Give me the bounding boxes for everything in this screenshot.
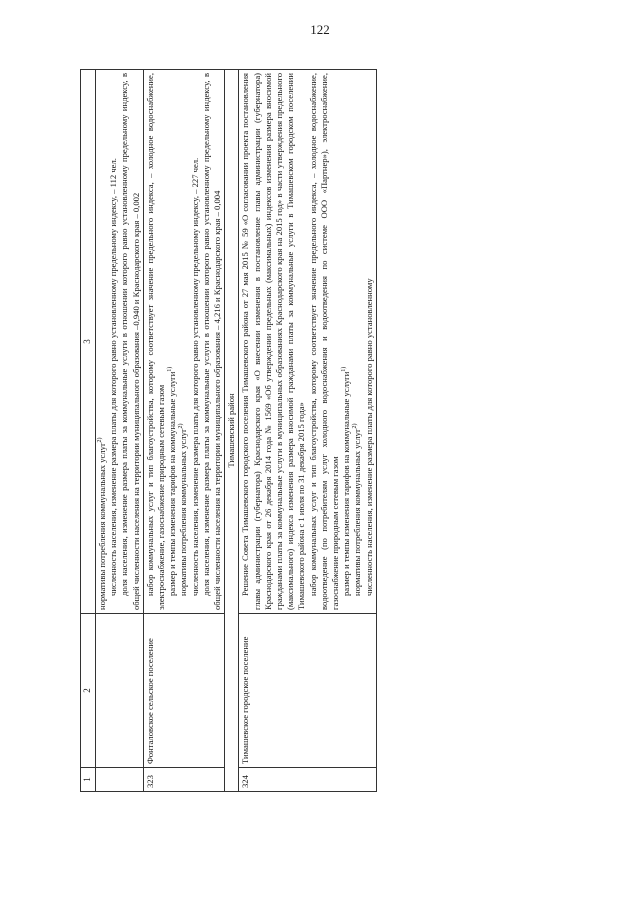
table-row-323 [143, 70, 224, 792]
table-row-continuation [96, 70, 144, 792]
continuation-text: нормативы потребления коммунальных услуг$^{2)}$ численность населения, изменение размера платы для которого равно установленному предельному индексу, – 112 чел. доля населения, изменение размера платы за коммунальные услуги в отношении которого равно установленному предельному индексу, в общей численности населения на территории муниципального образования –0,940 и Краснодарского края – 0,002 [96, 70, 144, 614]
row-text: Решение Совета Тимашевского городского поселения Тимашевского района от 27 мая 2015 № 59 «О согласовании проекта постановления главы администрации (губернатора) Краснодарского края «О внесении изменения в постановление главы администрации (губернатора) Краснодарского края от 26 декабря 2014 года № 1569 «Об утверждении предельных (максимальных) индексов изменения размера вносимой гражданами платы за коммунальные услуги в муниципальных образованиях Краснодарского края на 2015 год» в части утверждения предельного (максимального) индекса изменения размера вносимой гражданами платы за коммунальные услуги в Тимашевском городском поселении Тимашевского района с 1 июля по 31 декабря 2015 года» набор коммунальных услуг и тип благоустройства, которому соответствует значение предельного индекса, – холодное водоснабжение, водоотведение (по потребителям услуг холодного водоснабжения и водоотведения по системе ООО «Партнер»), электроснабжение, газоснабжение природным сетевым газом размер и темпы изменения тарифов на коммунальные услуги$^{1)}$ нормативы потребления коммунальных услуг$^{2)}$ численность населения, изменение размера платы для которого равно установленному [239, 70, 376, 614]
row-number: 324 [239, 768, 376, 792]
row-number: 323 [143, 768, 224, 792]
page-number: 122 [310, 22, 330, 37]
row-text: набор коммунальных услуг и тип благоустройства, которому соответствует значение предельного индекса, – холодное водоснабжение, электроснабжение, газоснабжение природным сетевым газом размер и темпы изменения тарифов на коммунальные услуги$^{1)}$ нормативы потребления коммунальных услуг$^{2)}$ численность населения, изменение размера платы для которого равно установленному предельному индексу, – 227 чел. доля населения, изменение размера платы за коммунальные услуги в отношении которого равно установленному предельному индексу, в общей численности населения на территории муниципального образования – 4,216 и Краснодарского края – 0,004 [143, 70, 224, 614]
municipality-name: Тимашевское городское поселение [239, 614, 376, 768]
district-heading: Тимашевский район [225, 70, 239, 792]
rotated-table [80, 70, 588, 792]
header-row [81, 70, 96, 792]
document-table [80, 69, 377, 792]
table-row-324 [239, 70, 376, 792]
municipality-name: Фонталовское сельское поселение [143, 614, 224, 768]
rotated-table-wrapper [80, 70, 640, 788]
header-col-2: 2 [81, 614, 96, 768]
header-col-1: 1 [81, 768, 96, 792]
header-col-3: 3 [81, 70, 96, 614]
district-row [225, 70, 239, 792]
